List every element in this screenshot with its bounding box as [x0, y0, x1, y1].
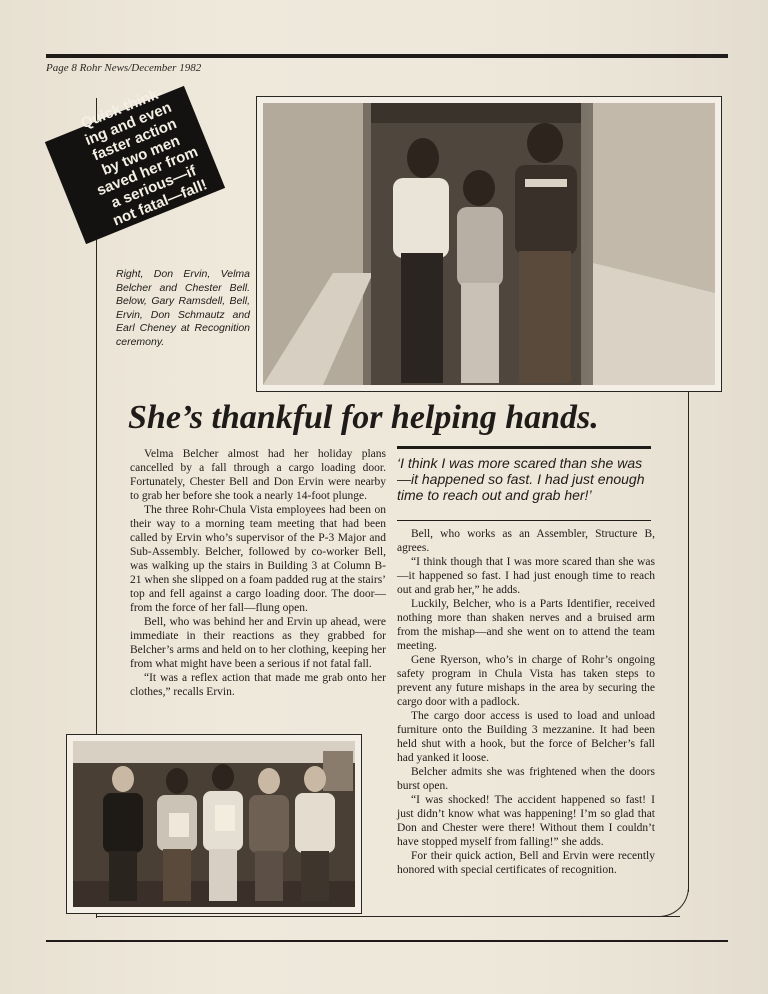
paragraph: The cargo door access is used to load and unload furniture onto the Building 3 mezzanine. It had been held shut with a hook, but the force of Belcher’s fall had yanked it loose. — [397, 710, 655, 764]
paragraph: The three Rohr-Chula Vista employees had been on their way to a morning team meeting that had been called by Ervin who’s supervisor of the P-3 Major and Sub-Assembly. Belcher, followed by co-worker Bell, was walking up the stairs in Building 3 at Column B-21 when she slipped on a foam padded rug at the stairs’ top and fell against a cargo loading door. The door—from the force of her fall—flung open. — [130, 504, 386, 614]
top-photo — [256, 96, 722, 392]
top-photo-illustration — [263, 103, 715, 385]
paragraph: “I was shocked! The accident happened so fast! I just didn’t know what was happening! I’m so glad that Don and Chester were there! Without them I couldn’t have stopped myself from falling!” she adds. — [397, 794, 655, 848]
paragraph: Belcher admits she was frightened when the doors burst open. — [397, 766, 655, 792]
pull-quote-top-rule — [397, 446, 651, 449]
bottom-rule — [46, 940, 728, 942]
teaser-tag-text: Quick think- ing and even faster action by two men saved her from a serious—if not fatal—fall! — [78, 84, 210, 230]
article-left-column — [130, 447, 386, 699]
bottom-photo — [66, 734, 362, 914]
pull-quote: ‘I think I was more scared than she was—it happened so fast. I had just enough time to reach out and grab her!’ — [397, 455, 645, 503]
paragraph: “It was a reflex action that made me grab onto her clothes,” recalls Ervin. — [130, 672, 386, 698]
article-right-column — [397, 527, 655, 877]
paragraph: Bell, who was behind her and Ervin up ahead, were immediate in their reactions as they grabbed for Belcher’s arms and held on to her clothing, keeping her from what might have been a serious if not fatal fall. — [130, 616, 386, 670]
running-head: Page 8 Rohr News/December 1982 — [46, 62, 202, 74]
frame-rounded-corner — [658, 884, 689, 917]
photo-caption: Right, Don Ervin, Velma Belcher and Chester Bell. Below, Gary Ramsdell, Bell, Ervin, Don Schmautz and Earl Cheney at Recognition ceremony. — [116, 268, 250, 348]
paragraph: Gene Ryerson, who’s in charge of Rohr’s ongoing safety program in Chula Vista has taken steps to prevent any future mishaps in the area by securing the cargo door with a padlock. — [397, 654, 655, 708]
pull-quote-bottom-rule — [397, 520, 651, 521]
bottom-photo-image — [73, 741, 355, 907]
article-headline: She’s thankful for helping hands. — [128, 399, 599, 436]
top-rule — [46, 54, 728, 58]
paragraph: “I think though that I was more scared than she was—it happened so fast. I had just enough time to reach out and grab her,” he adds. — [397, 556, 655, 596]
paragraph: Velma Belcher almost had her holiday plans cancelled by a fall through a cargo loading door. Fortunately, Chester Bell and Don Ervin were nearby to grab her before she took a nearly 14-foot plunge. — [130, 448, 386, 502]
top-photo-image — [263, 103, 715, 385]
paragraph: Bell, who works as an Assembler, Structure B, agrees. — [397, 528, 655, 554]
paragraph: For their quick action, Bell and Ervin were recently honored with special certificates of recognition. — [397, 850, 655, 876]
frame-right-rule — [688, 392, 689, 892]
bottom-photo-illustration — [73, 741, 355, 907]
frame-bottom-rule — [96, 916, 680, 917]
paragraph: Luckily, Belcher, who is a Parts Identifier, received nothing more than shaken nerves and a bruised arm from the mishap—and she went on to attend the team meeting. — [397, 598, 655, 652]
